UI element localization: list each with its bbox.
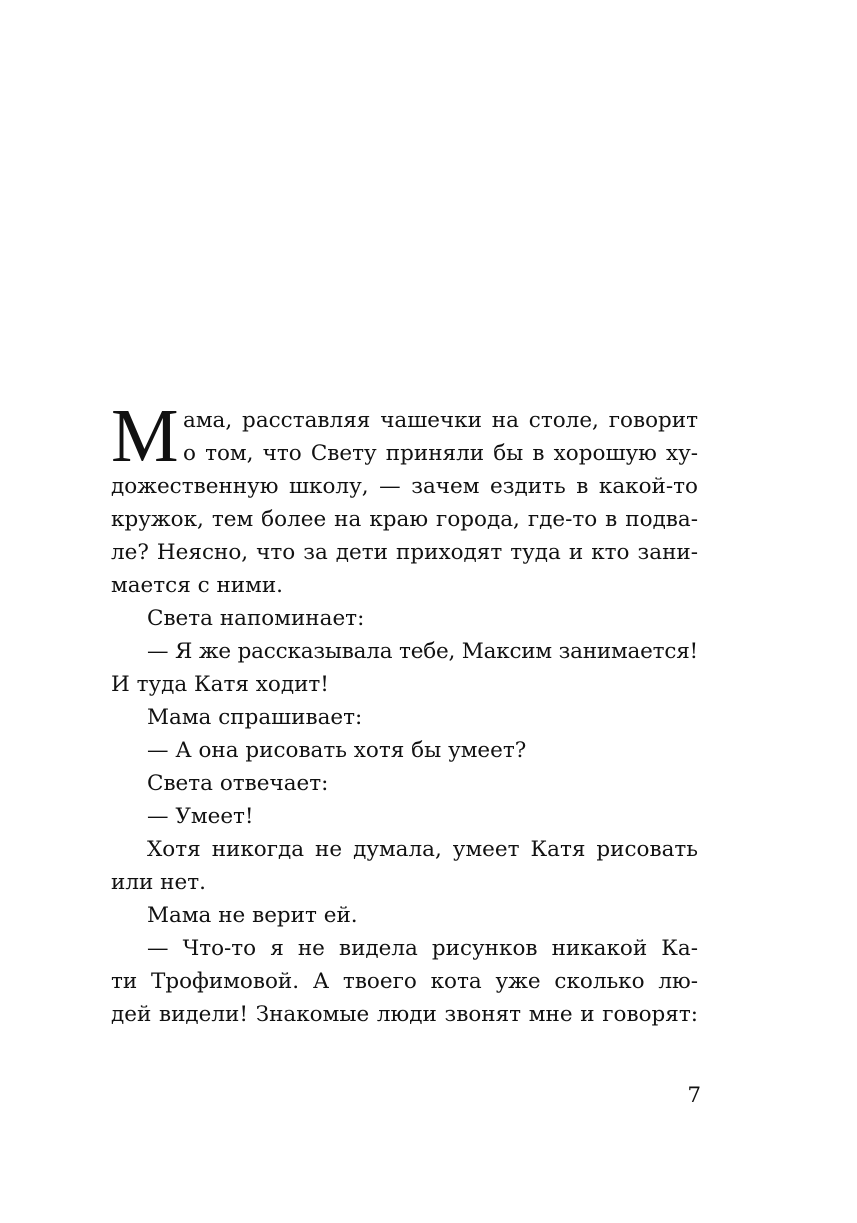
text-line: — Я же рассказывала тебе, Максим занимается! <box>147 639 698 664</box>
page-number: 7 <box>687 1083 701 1108</box>
text-line: Света отвечает: <box>147 771 329 796</box>
text-line: о том, что Свету приняли бы в хорошую ху- <box>183 441 698 466</box>
drop-cap: М <box>111 394 179 478</box>
text-line: ти Трофимовой. А твоего кота уже сколько лю- <box>111 969 698 994</box>
text-line: — Умеет! <box>147 804 254 829</box>
body-text <box>111 404 698 1031</box>
text-line: И туда Катя ходит! <box>111 672 329 697</box>
text-line: дей видели! Знакомые люди звонят мне и говорят: <box>111 1002 698 1027</box>
text-line: мается с ними. <box>111 573 284 598</box>
text-line: Мама спрашивает: <box>147 705 363 730</box>
text-line: ле? Неясно, что за дети приходят туда и кто зани- <box>111 540 698 565</box>
text-line: — А она рисовать хотя бы умеет? <box>147 738 527 763</box>
text-line: ама, расставляя чашечки на столе, говорит <box>183 408 698 433</box>
text-line: Хотя никогда не думала, умеет Катя рисовать <box>147 837 698 862</box>
text-line: дожественную школу, — зачем ездить в какой-то <box>111 474 698 499</box>
text-line: Мама не верит ей. <box>147 903 358 928</box>
text-line: Света напоминает: <box>147 606 365 631</box>
text-line: — Что-то я не видела рисунков никакой Ка- <box>147 936 698 961</box>
text-line: или нет. <box>111 870 206 895</box>
text-line: кружок, тем более на краю города, где-то в подва- <box>111 507 698 532</box>
